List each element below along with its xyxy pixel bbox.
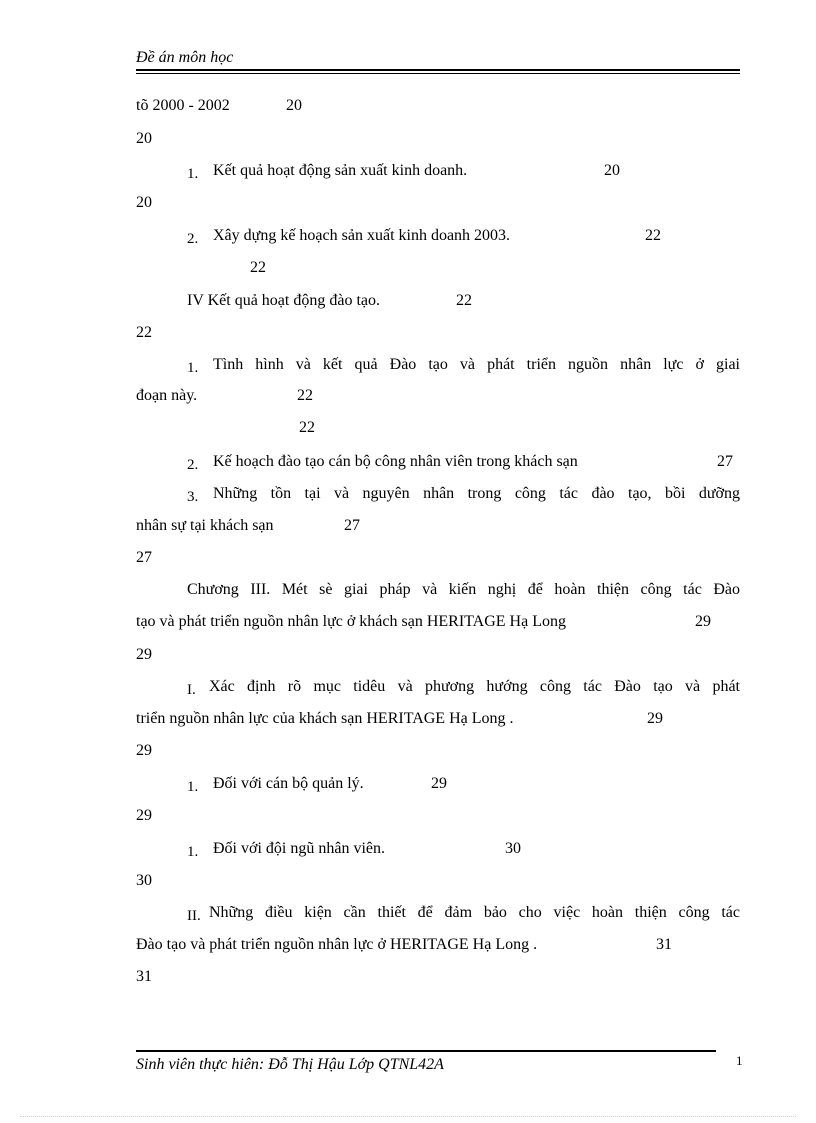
- toc-page-number: 22: [136, 324, 152, 341]
- toc-list-marker: 1.: [187, 844, 199, 860]
- toc-list-marker: 2.: [187, 231, 199, 247]
- page-number: 1: [736, 1053, 743, 1068]
- header-rule: [136, 69, 740, 74]
- toc-entry-text: Những điều kiện cần thiết để đảm bảo cho việc hoàn thiện công tác: [209, 904, 740, 921]
- toc-page-number: 29: [136, 742, 152, 759]
- toc-entry-text: Tình hình và kết quả Đào tạo và phát triển nguồn nhân lực ở giai: [213, 356, 740, 373]
- toc-entry-text: Chương III. Mét sè giai pháp và kiến nghị để hoàn thiện công tác Đào: [187, 581, 740, 598]
- toc-list-marker: I.: [187, 682, 196, 698]
- toc-list-marker: 2.: [187, 457, 199, 473]
- footer-author: Sinh viên thực hiên: Đỗ Thị Hậu Lớp QTNL42A: [136, 1056, 444, 1073]
- toc-entry-text: tõ 2000 - 2002: [136, 97, 230, 114]
- toc-list-marker: 1.: [187, 166, 199, 182]
- toc-page-number: 22: [299, 419, 315, 436]
- toc-entry-text: tạo và phát triển nguồn nhân lực ở khách sạn HERITAGE Hạ Long: [136, 613, 566, 630]
- toc-page-number: 20: [136, 130, 152, 147]
- toc-entry-text: Đào tạo và phát triển nguồn nhân lực ở HERITAGE Hạ Long .: [136, 936, 538, 953]
- toc-entry-text: Xây dựng kế hoạch sản xuất kinh doanh 2003.: [213, 227, 511, 244]
- toc-list-marker: II.: [187, 908, 201, 924]
- toc-page-number: 20: [286, 97, 302, 114]
- toc-page-number: 22: [456, 292, 472, 309]
- toc-page-number: 20: [136, 194, 152, 211]
- toc-page-number: 29: [647, 710, 663, 727]
- toc-page-number: 29: [136, 807, 152, 824]
- page-edge-divider: [20, 1116, 796, 1117]
- toc-page-number: 22: [250, 259, 266, 276]
- toc-page-number: 29: [431, 775, 447, 792]
- toc-page-number: 31: [136, 968, 152, 985]
- toc-entry-text: Xác định rõ mục tidêu và phương hướng công tác Đào tạo và phát: [209, 678, 740, 695]
- toc-entry-text: Những tồn tại và nguyên nhân trong công tác đào tạo, bồi dưỡng: [213, 485, 740, 502]
- toc-entry-text: triển nguồn nhân lực của khách sạn HERITAGE Hạ Long .: [136, 710, 514, 727]
- toc-entry-text: Đối với cán bộ quản lý.: [213, 775, 364, 792]
- page-header-title: Đề án môn học: [136, 49, 234, 66]
- toc-page-number: 29: [136, 646, 152, 663]
- footer-rule: [136, 1050, 716, 1052]
- toc-list-marker: 1.: [187, 779, 199, 795]
- toc-page-number: 27: [717, 453, 733, 470]
- toc-entry-text: Kết quả hoạt động sản xuất kinh doanh.: [213, 162, 468, 179]
- toc-entry-text: đoạn này.: [136, 387, 198, 404]
- toc-page-number: 29: [695, 613, 711, 630]
- toc-page-number: 27: [136, 549, 152, 566]
- toc-entry-text: Đối với đội ngũ nhân viên.: [213, 840, 385, 857]
- toc-page-number: 30: [136, 872, 152, 889]
- toc-list-marker: 1.: [187, 360, 199, 376]
- toc-page-number: 22: [645, 227, 661, 244]
- toc-list-marker: 3.: [187, 489, 199, 505]
- toc-page-number: 31: [656, 936, 672, 953]
- toc-page-number: 30: [505, 840, 521, 857]
- toc-page-number: 22: [297, 387, 313, 404]
- toc-entry-text: IV Kết quả hoạt động đào tạo.: [187, 292, 380, 309]
- toc-page-number: 20: [604, 162, 620, 179]
- toc-page-number: 27: [344, 517, 360, 534]
- toc-entry-text: Kế hoạch đào tạo cán bộ công nhân viên trong khách sạn: [213, 453, 578, 470]
- toc-entry-text: nhân sự tại khách sạn: [136, 517, 274, 534]
